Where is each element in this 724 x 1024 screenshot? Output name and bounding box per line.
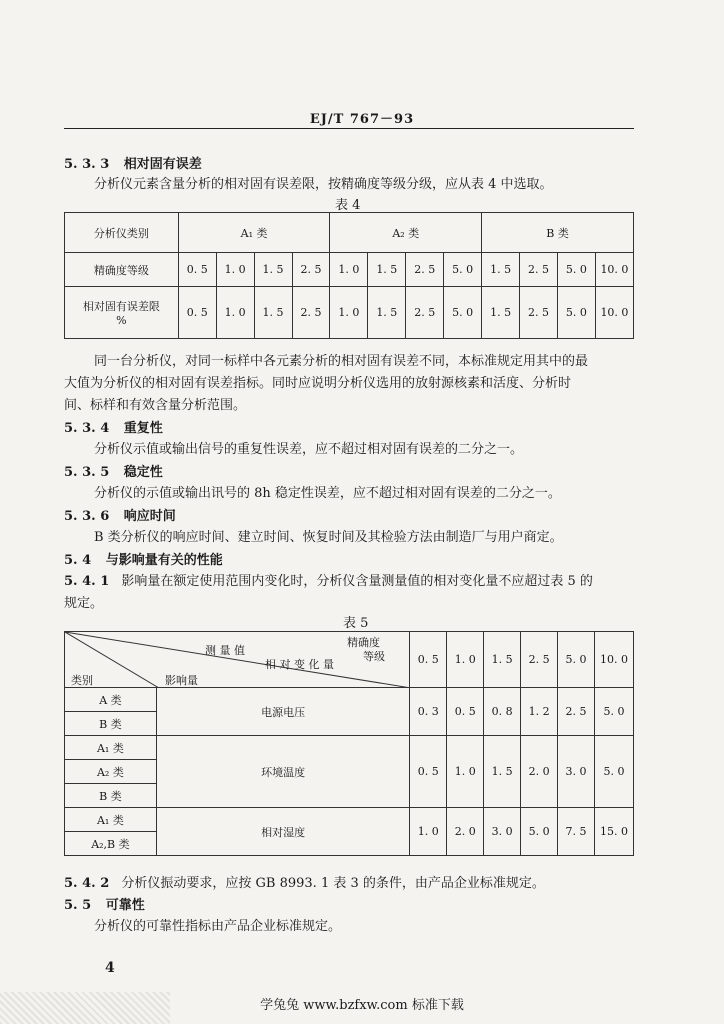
section-number: 5. 3. 6: [64, 509, 110, 524]
section-number: 5. 3. 3: [64, 157, 110, 172]
table5-influence: 相对湿度: [156, 808, 409, 856]
section-title: 可靠性: [105, 898, 145, 913]
table4-cell: 1. 5: [254, 287, 292, 339]
section-number: 5. 4: [64, 553, 92, 568]
table5-value: 2. 5: [558, 688, 595, 736]
section-5-5-body: 分析仪的可靠性指标由产品企业标准规定。: [94, 919, 342, 934]
table5-value: 7. 5: [558, 808, 595, 856]
table5-header-precision: 精确度: [347, 636, 380, 649]
section-title: 稳定性: [123, 465, 163, 480]
table5-grade: 0. 5: [410, 632, 447, 688]
table4-cell: 1. 5: [482, 253, 520, 287]
table5-value: 0. 8: [484, 688, 521, 736]
table5-class: A₂ 类: [65, 760, 157, 784]
paragraph-line-2: 大值为分析仪的相对固有误差指标。同时应说明分析仪选用的放射源核素和活度、分析时: [64, 376, 572, 391]
section-5-4-1-line-2: 规定。: [64, 596, 104, 611]
table4-cell: 1. 0: [216, 287, 254, 339]
table4-cell: 2. 5: [406, 253, 444, 287]
footer-watermark: 学兔兔 www.bzfxw.com 标准下载: [260, 998, 464, 1013]
table5-value: 2. 0: [447, 808, 484, 856]
section-5-5-heading: [64, 894, 145, 913]
table5-header-category: 类别: [71, 674, 93, 687]
table4-group-a1: A₁ 类: [178, 213, 330, 253]
table5-row: [65, 808, 634, 832]
table4-row2-label-line2: %: [116, 314, 127, 327]
table4-cell: 1. 0: [330, 253, 368, 287]
table4-cell: 5. 0: [444, 287, 482, 339]
section-number: 5. 4. 1: [64, 574, 110, 589]
table5-value: 0. 5: [447, 688, 484, 736]
table5-influence: 电源电压: [156, 688, 409, 736]
table5-grade: 5. 0: [558, 632, 595, 688]
section-title: 相对固有误差: [123, 157, 202, 172]
table5-value: 5. 0: [521, 808, 558, 856]
table4-cell: 10. 0: [595, 287, 633, 339]
table5-influence: 环境温度: [156, 736, 409, 808]
table5-header-grade: 等级: [363, 650, 385, 663]
section-number: 5. 5: [64, 898, 92, 913]
table4-col-label: 分析仪类别: [65, 213, 179, 253]
table5-value: 15. 0: [595, 808, 634, 856]
table4-caption: 表 4: [335, 198, 361, 213]
table4-row-precision: [65, 253, 634, 287]
table-4: [64, 212, 634, 339]
table4-group-a2: A₂ 类: [330, 213, 482, 253]
table5-caption: 表 5: [343, 616, 369, 631]
table5-grade: 1. 0: [447, 632, 484, 688]
header-rule: [64, 128, 634, 129]
section-number: 5. 3. 4: [64, 421, 110, 436]
table5-row: [65, 736, 634, 760]
table5-value: 2. 0: [521, 736, 558, 808]
section-5-3-4-heading: [64, 417, 163, 436]
paragraph-line-3: 间、标样和有效含量分析范围。: [64, 398, 247, 413]
table5-class: A₁ 类: [65, 808, 157, 832]
table5-class: A 类: [65, 688, 157, 712]
table5-value: 5. 0: [595, 736, 634, 808]
table4-cell: 1. 5: [254, 253, 292, 287]
table5-value: 1. 2: [521, 688, 558, 736]
table5-grid: [64, 631, 634, 856]
table5-grade: 10. 0: [595, 632, 634, 688]
section-5-4-1-line-1: [64, 570, 593, 589]
section-number: 5. 4. 2: [64, 876, 110, 891]
table5-header-diagonal-cell: [65, 632, 410, 688]
section-title: 响应时间: [123, 509, 176, 524]
section-5-3-6-heading: [64, 505, 176, 524]
section-number: 5. 3. 5: [64, 465, 110, 480]
section-title: 与影响量有关的性能: [105, 553, 223, 568]
table5-class: A₂,B 类: [65, 832, 157, 856]
table5-value: 0. 5: [410, 736, 447, 808]
table4-cell: 2. 5: [406, 287, 444, 339]
table5-value: 0. 3: [410, 688, 447, 736]
table5-header-influence: 影响量: [165, 674, 198, 687]
table4-cell: 2. 5: [520, 253, 558, 287]
table4-row2-label-line1: 相对固有误差限: [82, 300, 160, 313]
table5-header-relative-change: 相 对 变 化 量: [265, 658, 334, 671]
table4-cell: 1. 0: [330, 287, 368, 339]
section-text: 分析仪振动要求，应按 GB 8993. 1 表 3 的条件，由产品企业标准规定。: [121, 876, 545, 891]
table4-cell: 1. 5: [368, 253, 406, 287]
table4-cell: 10. 0: [595, 253, 633, 287]
table4-cell: 2. 5: [292, 287, 330, 339]
table5-value: 3. 0: [484, 808, 521, 856]
table4-cell: 1. 5: [482, 287, 520, 339]
table5-value: 1. 5: [484, 736, 521, 808]
table4-group-b: B 类: [482, 213, 634, 253]
table4-row1-label: 精确度等级: [65, 253, 179, 287]
table5-class: A₁ 类: [65, 736, 157, 760]
paragraph-line-1: 同一台分析仪，对同一标样中各元素分析的相对固有误差不同，本标准规定用其中的最: [94, 354, 589, 369]
table4-cell: 0. 5: [178, 287, 216, 339]
section-title: 重复性: [123, 421, 163, 436]
table4-cell: 2. 5: [520, 287, 558, 339]
section-5-3-5-body: 分析仪的示值或输出讯号的 8h 稳定性误差，应不超过相对固有误差的二分之一。: [94, 486, 561, 501]
table5-class: B 类: [65, 712, 157, 736]
section-5-3-6-body: B 类分析仪的响应时间、建立时间、恢复时间及其检验方法由制造厂与用户商定。: [94, 530, 563, 545]
table5-header-measure: 测 量 值: [205, 644, 245, 657]
section-5-4-2: [64, 872, 545, 891]
table4-cell: 0. 5: [178, 253, 216, 287]
section-5-3-5-heading: [64, 461, 163, 480]
table5-value: 3. 0: [558, 736, 595, 808]
table-5: [64, 631, 634, 865]
section-5-3-3-heading: [64, 153, 202, 172]
table4-cell: 1. 0: [216, 253, 254, 287]
section-text: 影响量在额定使用范围内变化时，分析仪含量测量值的相对变化量不应超过表 5 的: [121, 574, 593, 589]
table4-cell: 5. 0: [557, 253, 595, 287]
table5-grade: 1. 5: [484, 632, 521, 688]
table4-row-error: [65, 287, 634, 339]
section-5-3-4-body: 分析仪示值或输出信号的重复性误差，应不超过相对固有误差的二分之一。: [94, 442, 524, 457]
table4-cell: 5. 0: [444, 253, 482, 287]
table5-class: B 类: [65, 784, 157, 808]
table5-grade: 2. 5: [521, 632, 558, 688]
table5-row: [65, 688, 634, 712]
section-5-4-heading: [64, 549, 223, 568]
table4-cell: 1. 5: [368, 287, 406, 339]
table5-value: 1. 0: [410, 808, 447, 856]
table5-value: 5. 0: [595, 688, 634, 736]
table4-row2-label: [65, 287, 179, 339]
document-code: EJ/T 767－93: [309, 112, 415, 127]
page-number: 4: [105, 960, 115, 976]
section-5-3-3-body: 分析仪元素含量分析的相对固有误差限，按精确度等级分级，应从表 4 中选取。: [94, 177, 553, 192]
table5-value: 1. 0: [447, 736, 484, 808]
table4-cell: 2. 5: [292, 253, 330, 287]
table4-cell: 5. 0: [557, 287, 595, 339]
